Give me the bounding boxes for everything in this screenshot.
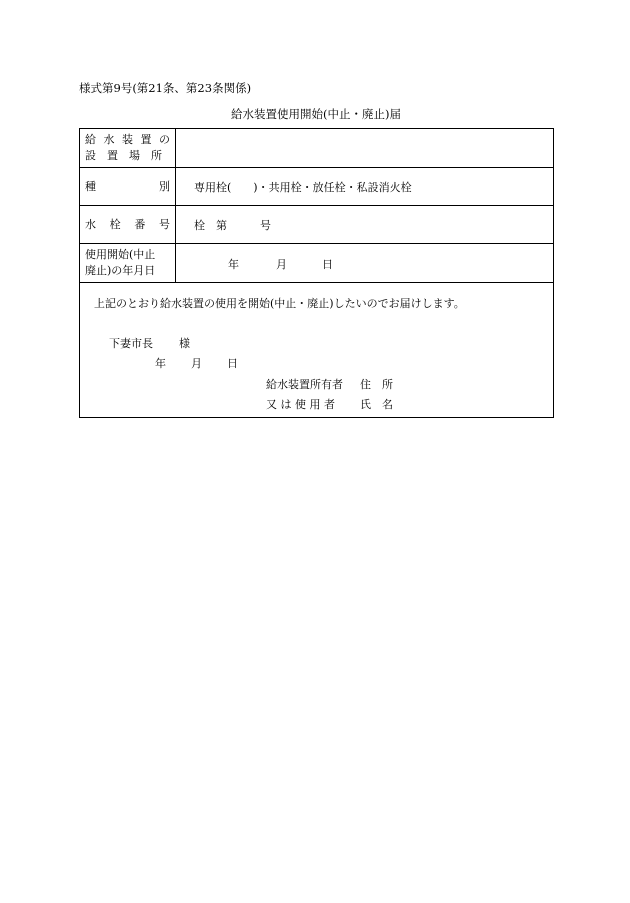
submission-year-label: 年: [155, 357, 166, 370]
row-start-date: [80, 244, 554, 283]
start-year-label: 年: [228, 258, 239, 271]
declaration-text: 上記のとおり給水装置の使用を開始(中止・廃止)したいのでお届けします。: [94, 297, 465, 310]
label-hydrant-number: 水 栓 番 号: [80, 206, 176, 244]
row-type: [80, 168, 554, 206]
application-form-table: [79, 128, 554, 418]
label-line-1: 給 水 装 置 の: [85, 133, 170, 146]
label-line-2: 設 置 場 所: [85, 149, 162, 162]
value-installation-location[interactable]: [176, 129, 554, 168]
declaration-cell: [80, 283, 554, 418]
row-declaration: [80, 283, 554, 418]
label-start-date: 使用開始(中止 廃止)の年月日: [80, 244, 176, 283]
start-month-label: 月: [276, 258, 287, 271]
form-title: 給水装置使用開始(中止・廃止)届: [231, 107, 401, 121]
honorific: 様: [179, 337, 190, 350]
label-type: 種 別: [80, 168, 176, 206]
value-start-date[interactable]: [176, 244, 554, 283]
form-number: 様式第9号(第21条、第23条関係): [79, 81, 252, 95]
submission-month-label: 月: [191, 357, 202, 370]
value-hydrant-number[interactable]: 栓 第 号: [176, 206, 554, 244]
value-type[interactable]: 専用栓( )・共用栓・放任栓・私設消火栓: [176, 168, 554, 206]
user-label: 又 は 使 用 者: [266, 398, 335, 411]
row-installation-location: [80, 129, 554, 168]
start-day-label: 日: [322, 258, 333, 271]
address-label: 住 所: [360, 378, 393, 391]
owner-label: 給水装置所有者: [266, 378, 343, 391]
label-installation-location: [80, 129, 176, 168]
name-label: 氏 名: [360, 398, 393, 411]
submission-day-label: 日: [227, 357, 238, 370]
row-hydrant-number: [80, 206, 554, 244]
addressee: 下妻市長: [109, 337, 153, 350]
